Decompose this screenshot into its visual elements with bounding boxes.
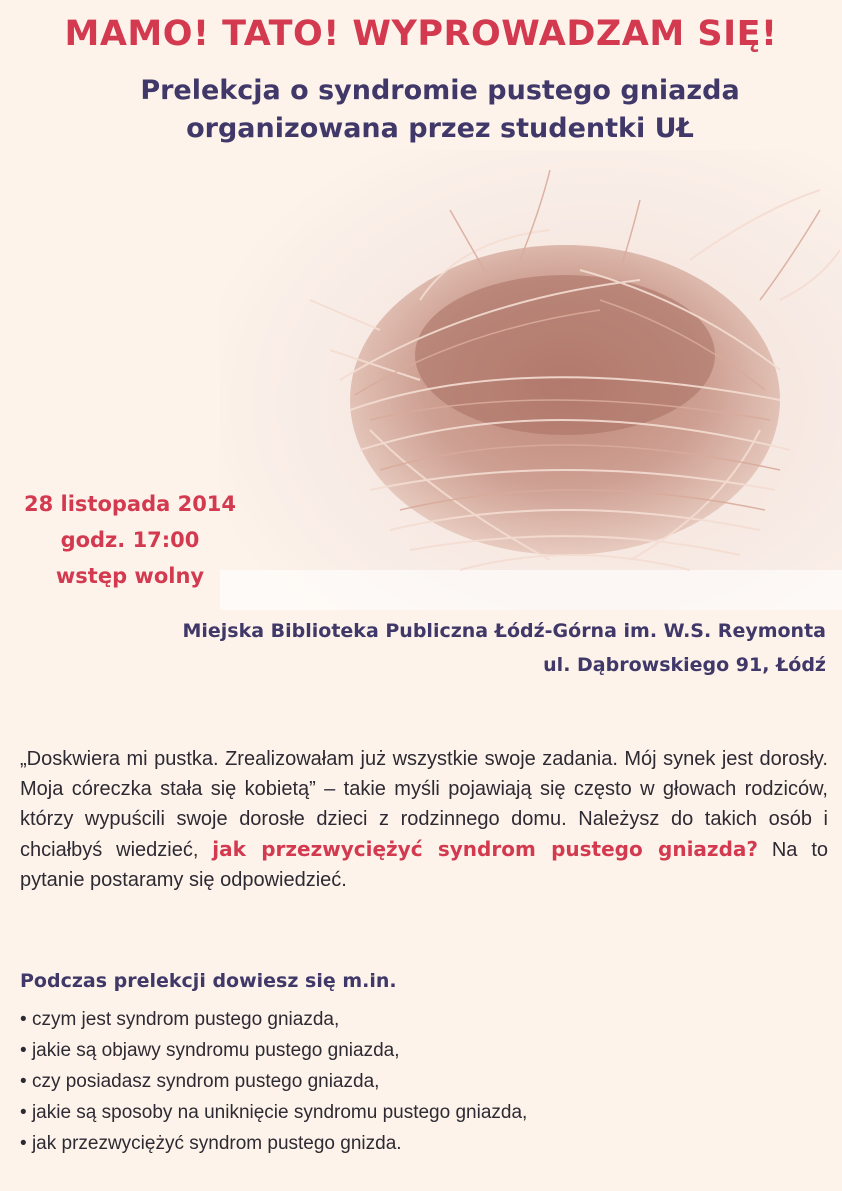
list-item: • czym jest syndrom pustego gniazda, [20,1004,527,1035]
venue-name: Miejska Biblioteka Publiczna Łódź-Górna im. W.S. Reymonta [182,620,826,642]
intro-paragraph [20,744,828,895]
venue-address: ul. Dąbrowskiego 91, Łódź [543,654,826,676]
learn-list [20,1004,527,1159]
intro-quote-text: „Doskwiera mi pustka. Zrealizowałam już wszystkie swoje zadania. Mój synek jest dorosły. Moja córeczka stała się kobietą” – takie myśli pojawiają się często w głowach rodziców, którzy wypuścili swoje dorosłe dzieci z rodzinnego domu. Należysz do takich osób i chciałbyś wiedzieć, [20,748,828,861]
venue-info [182,614,826,682]
list-item: • jakie są sposoby na uniknięcie syndromu pustego gniazda, [20,1097,527,1128]
subtitle-line-2: organizowana przez studentki UŁ [186,113,694,144]
event-time: godz. 17:00 [60,528,200,552]
poster-title: MAMO! TATO! WYPROWADZAM SIĘ! [64,14,778,54]
intro-highlight: jak przezwyciężyć syndrom pustego gniazda? [212,837,758,861]
subtitle-line-1: Prelekcja o syndromie pustego gniazda [140,75,740,106]
list-item: • jakie są objawy syndromu pustego gniazda, [20,1035,527,1066]
list-item: • czy posiadasz syndrom pustego gniazda, [20,1066,527,1097]
learn-list-title: Podczas prelekcji dowiesz się m.in. [20,970,397,992]
intro-closing: Na to pytanie postaramy się odpowiedzieć. [20,839,828,891]
event-date: 28 listopada 2014 [23,492,237,516]
event-entry: wstęp wolny [55,564,205,588]
nest-photo [220,150,842,610]
poster-subtitle [60,72,820,148]
event-details [10,486,250,594]
list-item: • jak przezwyciężyć syndrom pustego gnizda. [20,1128,527,1159]
